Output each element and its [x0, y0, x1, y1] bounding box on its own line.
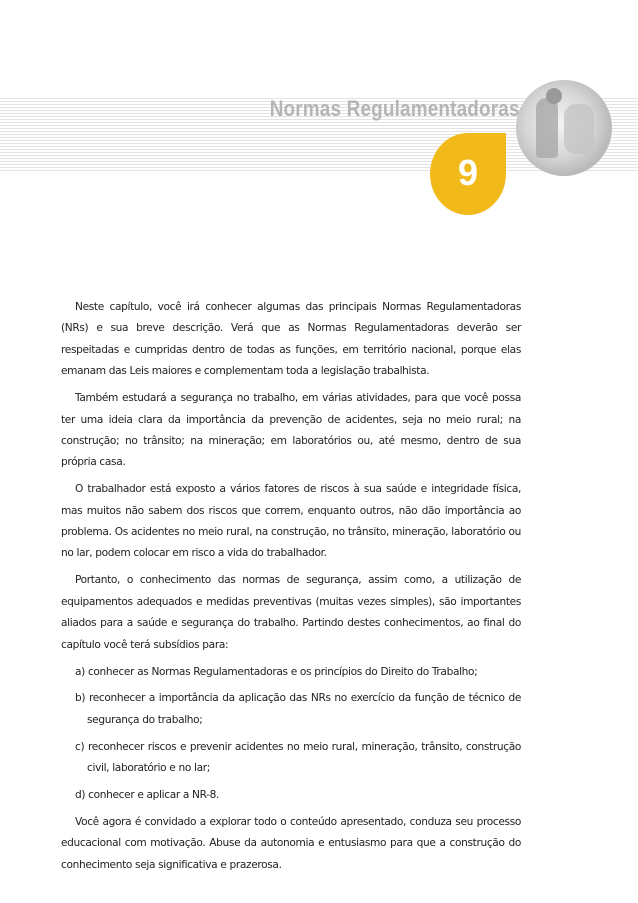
- chapter-title: Normas Regulamentadoras: [270, 96, 520, 121]
- chapter-number-badge: [430, 133, 506, 215]
- objectives-list: [61, 662, 521, 807]
- photo-figure: [536, 98, 558, 158]
- objective-item: d) conhecer e aplicar a NR-8.: [75, 789, 220, 802]
- chapter-intro-text: [61, 297, 521, 882]
- objective-item: c) reconhecer riscos e prevenir acidentes no meio rural, mineração, trânsito, construção civil, laboratório e no lar;: [75, 740, 521, 775]
- objective-item: a) conhecer as Normas Regulamentadoras e os princípios do Direito do Trabalho;: [75, 665, 478, 678]
- objective-item: b) reconhecer a importância da aplicação das NRs no exercício da função de técnico de segurança do trabalho;: [75, 692, 521, 726]
- intro-paragraph: Portanto, o conhecimento das normas de segurança, assim como, a utilização de equipamentos adequados e medidas preventivas (muitas vezes simples), são importantes aliados para a saúde e segurança do trabalho. Partindo destes conhecimentos, ao final do capítulo você terá subsídios para:: [61, 574, 521, 651]
- photo-figure: [546, 88, 562, 104]
- intro-paragraph: Neste capítulo, você irá conhecer algumas das principais Normas Regulamentadoras (NRs) e sua breve descrição. Verá que as Normas Regulamentadoras deverão ser respeitadas e cumpridas dentro de todas as funções, em território nacional, porque elas emanam das Leis maiores e complementam toda a legislação trabalhista.: [61, 301, 521, 378]
- photo-figure: [564, 104, 594, 154]
- closing-paragraph: Você agora é convidado a explorar todo o conteúdo apresentado, conduza seu processo educacional com motivação. Abuse da autonomia e entusiasmo para que a construção do conhecimento seja significativa e prazerosa.: [61, 815, 521, 871]
- intro-paragraph: Também estudará a segurança no trabalho, em várias atividades, para que você possa ter uma ideia clara da importância da prevenção de acidentes, seja no meio rural; na construção; no trânsito; na mineração; em laboratórios ou, até mesmo, dentro de sua própria casa.: [61, 392, 521, 469]
- chapter-number: 9: [457, 152, 479, 193]
- intro-paragraph: O trabalhador está exposto a vários fatores de riscos à sua saúde e integridade física, mas muitos não sabem dos riscos que correm, enquanto outros, não dão importância ao problema. Os acidentes no meio rural, na construção, no trânsito, mineração, laboratório ou no lar, podem colocar em risco a vida do trabalhador.: [61, 483, 521, 560]
- header-photo: [516, 80, 612, 176]
